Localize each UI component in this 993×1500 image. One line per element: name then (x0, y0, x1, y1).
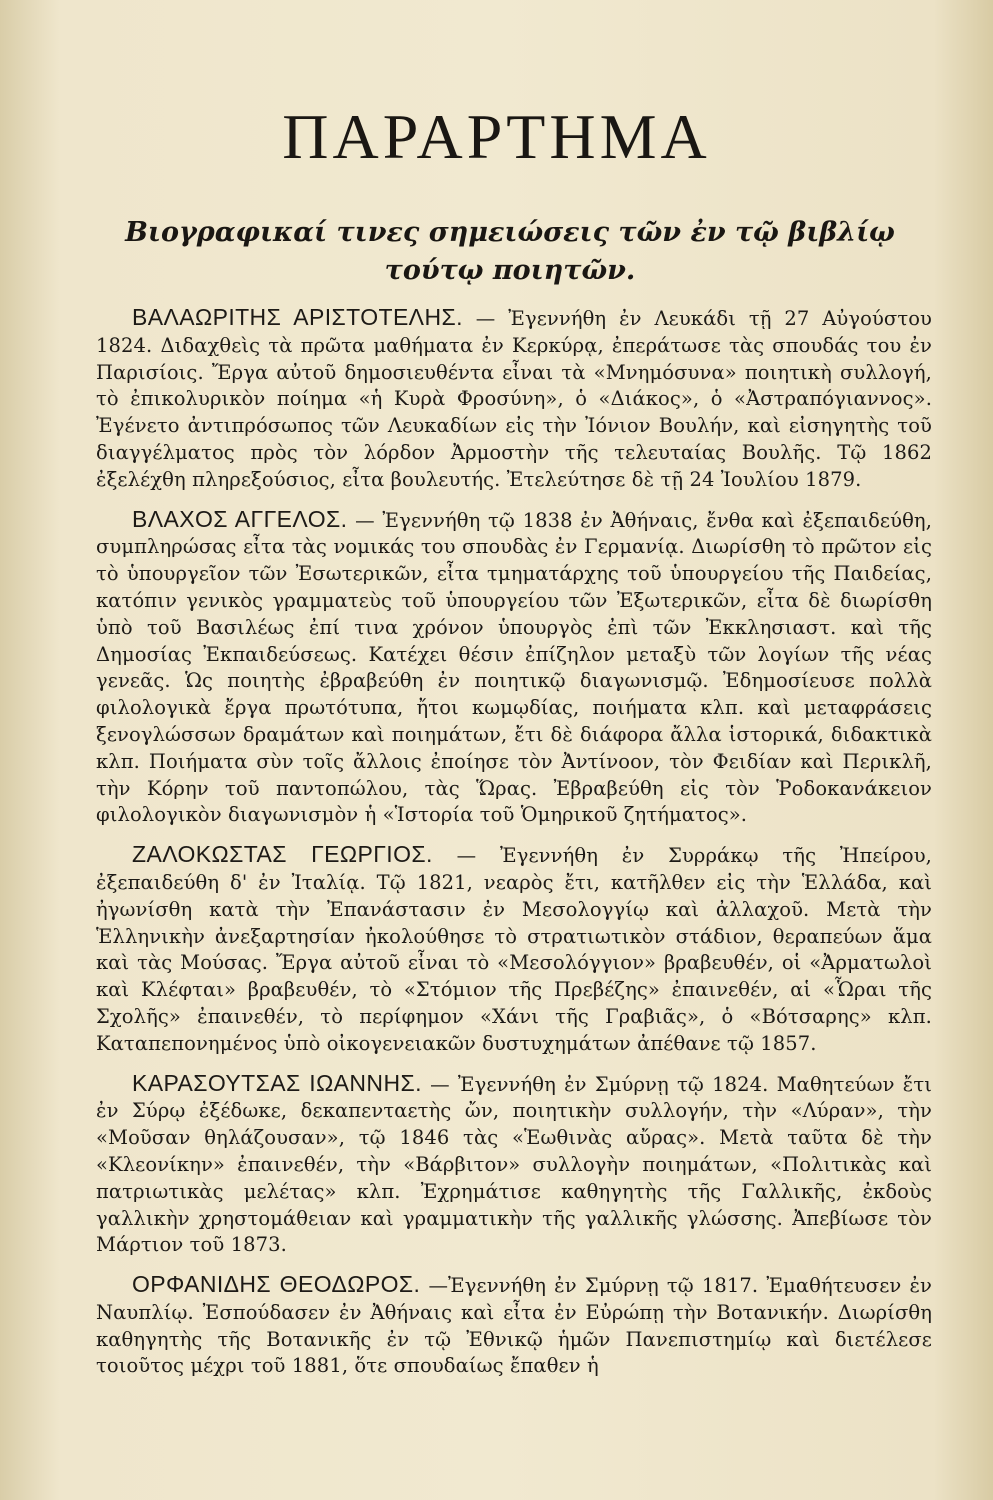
biography-entry (96, 841, 932, 1057)
biography-entry (96, 1070, 932, 1260)
page-title: ΠΑΡΑΡΤΗΜΑ (282, 101, 711, 172)
biography-entry (96, 1271, 932, 1380)
poet-name: ΒΛΑΧΟΣ ΑΓΓΕΛΟΣ. (132, 505, 348, 532)
poet-name: ΚΑΡΑΣΟΥΤΣΑΣ ΙΩΑΝΝΗΣ. (132, 1069, 422, 1096)
biography-text: —Ἐγεννήθη ἐν Σμύρνῃ τῷ 1817. Ἐμαθήτευσεν ἐν Ναυπλίῳ. Ἐσπούδασεν ἐν Ἀθήναις καὶ εἶτα ἐν Εὐρώπῃ τὴν Βοτανικήν. Διωρίσθη καθηγητὴς τῆς Βοτανικῆς ἐν τῷ Ἐθνικῷ ἡμῶν Πανεπιστημίῳ καὶ διετέλεσε τοιοῦτος μέχρι τοῦ 1881, ὅτε σπουδαίως ἔπαθεν ἡ (96, 1274, 932, 1378)
poet-name: ΖΑΛΟΚΩΣΤΑΣ ΓΕΩΡΓΙΟΣ. (132, 841, 433, 868)
poet-name: ΟΡΦΑΝΙΔΗΣ ΘΕΟΔΩΡΟΣ. (132, 1271, 421, 1298)
biography-entry (96, 304, 932, 494)
poet-name: ΒΑΛΑΩΡΙΤΗΣ ΑΡΙΣΤΟΤΕΛΗΣ. (132, 304, 463, 330)
biography-text: — Ἐγεννήθη ἐν Λευκάδι τῇ 27 Αὐγούστου 1824. Διδαχθεὶς τὰ πρῶτα μαθήματα ἐν Κερκύρᾳ, ἐπεράτωσε τὰς σπουδάς του ἐν Παρισίοις. Ἔργα αὐτοῦ δημοσιευθέντα εἶναι τὰ «Μνημόσυνα» ποιητικὴ συλλογή, τὸ ἐπικολυρικὸν ποίημα «ἡ Κυρὰ Φροσύνη», ὁ «Διάκος», ὁ «Ἀστραπόγιαννος». Ἐγένετο ἀντιπρόσωπος τῶν Λευκαδίων εἰς τὴν Ἰόνιον Βουλήν, καὶ εἰσηγητὴς τοῦ διαγγέλματος πρὸς τὸν λόρδον Ἀρμοστὴν τῆς τελευταίας Βουλῆς. Τῷ 1862 ἐξελέχθη πληρεξούσιος, εἶτα βουλευτής. Ἐτελεύτησε δὲ τῇ 24 Ἰουλίου 1879. (96, 307, 933, 491)
biography-text: — Ἐγεννήθη ἐν Σμύρνῃ τῷ 1824. Μαθητεύων ἔτι ἐν Σύρῳ ἐξέδωκε, δεκαπενταετὴς ὤν, ποιητικὴν συλλογήν, τὴν «Λύραν», τὴν «Μοῦσαν θηλάζουσαν», τῷ 1846 τὰς «Ἑωθινὰς αὔρας». Μετὰ ταῦτα δὲ τὴν «Κλεονίκην» ἐπαινεθέν, τὴν «Βάρβιτον» συλλογὴν ποιημάτων, «Πολιτικὰς καὶ πατριωτικὰς μελέτας» κλπ. Ἐχρημάτισε καθηγητὴς τῆς Γαλλικῆς, ἐκδοὺς γαλλικὴν χρηστομάθειαν καὶ γραμματικὴν τῆς γαλλικῆς γλώσσης. Ἀπεβίωσε τὸν Μάρτιον τοῦ 1873. (96, 1072, 932, 1257)
page-subtitle: Βιογραφικαί τινες σημειώσεις τῶν ἐν τῷ βιβλίῳ τούτῳ ποιητῶν. (125, 217, 895, 286)
biography-entry (96, 506, 932, 830)
biography-list (96, 304, 932, 1392)
biography-text: — Ἐγεννήθη ἐν Συρράκῳ τῆς Ἠπείρου, ἐξεπαιδεύθη δ' ἐν Ἰταλίᾳ. Τῷ 1821, νεαρὸς ἔτι, κατῆλθεν εἰς τὴν Ἑλλάδα, καὶ ἠγωνίσθη κατὰ τὴν Ἐπανάστασιν ἐν Μεσολογγίῳ καὶ ἀλλαχοῦ. Μετὰ τὴν Ἑλληνικὴν ἀνεξαρτησίαν ἠκολούθησε τὸ στρατιωτικὸν στάδιον, θεραπεύων ἅμα καὶ τὰς Μούσας. Ἔργα αὐτοῦ εἶναι τὸ «Μεσολόγγιον» βραβευθέν, οἱ «Ἀρματωλοὶ καὶ Κλέφται» βραβευθέν, τὸ «Στόμιον τῆς Πρεβέζης» ἐπαινεθέν, αἱ «Ὧραι τῆς Σχολῆς» ἐπαινεθέν, τὸ περίφημον «Χάνι τῆς Γραβιᾶς», ὁ «Βότσαρης» κλπ. Καταπεπονημένος ὑπὸ οἰκογενειακῶν δυστυχημάτων ἀπέθανε τῷ 1857. (96, 844, 932, 1055)
biography-text: — Ἐγεννήθη τῷ 1838 ἐν Ἀθήναις, ἔνθα καὶ ἐξεπαιδεύθη, συμπληρώσας εἶτα τὰς νομικάς του σπουδὰς ἐν Γερμανίᾳ. Διωρίσθη τὸ πρῶτον εἰς τὸ ὑπουργεῖον τῶν Ἐσωτερικῶν, εἶτα τμηματάρχης τοῦ ὑπουργείου τῆς Παιδείας, κατόπιν γενικὸς γραμματεὺς τοῦ ὑπουργείου τῶν Ἐξωτερικῶν, εἶτα δὲ διωρίσθη ὑπὸ τοῦ Βασιλέως ἐπί τινα χρόνον ὑπουργὸς ἐπὶ τῶν Ἐκκλησιαστ. καὶ τῆς Δημοσίας Ἐκπαιδεύσεως. Κατέχει θέσιν ἐπίζηλον μεταξὺ τῶν λογίων τῆς νέας γενεᾶς. Ὡς ποιητὴς ἐβραβεύθη ἐν ποιητικῷ διαγωνισμῷ. Ἐδημοσίευσε πολλὰ φιλολογικὰ ἔργα πρωτότυπα, ἤτοι κωμῳδίας, ποιήματα κλπ. καὶ μεταφράσεις ξενογλώσσων δραμάτων καὶ ποιημάτων, ἔτι δὲ διάφορα ἄλλα ἱστορικά, διδακτικὰ κλπ. Ποιήματα σὺν τοῖς ἄλλοις ἐποίησε τὸν Ἀντίνοον, τὸν Φειδίαν καὶ Περικλῆ, τὴν Κόρην τοῦ παντοπώλου, τὰς Ὥρας. Ἐβραβεύθη εἰς τὸν Ῥοδοκανάκειον φιλολογικὸν διαγωνισμὸν ἡ «Ἱστορία τοῦ Ὁμηρικοῦ ζητήματος». (96, 508, 932, 827)
